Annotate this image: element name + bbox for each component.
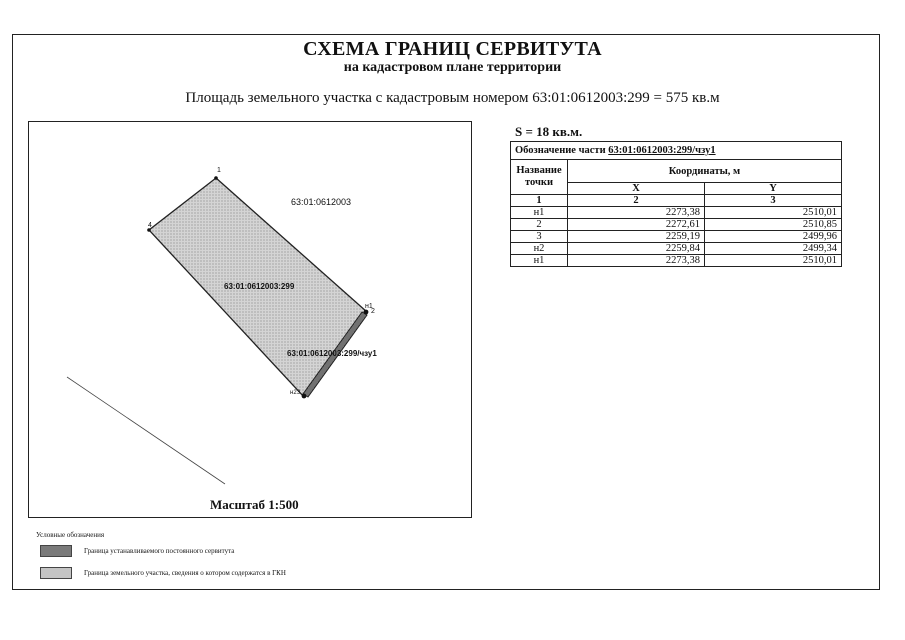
table-number-row bbox=[511, 195, 842, 207]
row-x: 2273,38 bbox=[568, 255, 705, 267]
row-point: н1 bbox=[511, 207, 568, 219]
parcel-area-line: Площадь земельного участка с кадастровым номером 63:01:0612003:299 = 575 кв.м bbox=[185, 90, 720, 106]
legend-swatch-servitude bbox=[40, 545, 72, 557]
servitude-label: 63:01:0612003:299/чзу1 bbox=[287, 349, 377, 358]
col-num-2: 2 bbox=[568, 195, 705, 207]
row-point: н2 bbox=[511, 243, 568, 255]
table-caption-row bbox=[511, 142, 842, 160]
cadastral-map bbox=[28, 121, 472, 518]
header-x: X bbox=[568, 183, 705, 195]
point-label-4: 4 bbox=[148, 222, 152, 229]
row-point: 2 bbox=[511, 219, 568, 231]
table-header-row bbox=[511, 160, 842, 183]
legend-title: Условные обозначения bbox=[36, 531, 105, 539]
vertex-n1 bbox=[364, 310, 369, 315]
table-row bbox=[511, 231, 842, 243]
page-subtitle: на кадастровом плане территории bbox=[343, 60, 562, 75]
vertex-n2 bbox=[302, 394, 307, 399]
header-y: Y bbox=[705, 183, 842, 195]
row-y: 2499,34 bbox=[705, 243, 842, 255]
map-scale: Масштаб 1:500 bbox=[210, 497, 299, 512]
row-point: 3 bbox=[511, 231, 568, 243]
coordinates-table bbox=[510, 141, 842, 267]
page-title: СХЕМА ГРАНИЦ СЕРВИТУТА bbox=[303, 38, 602, 60]
table-row bbox=[511, 207, 842, 219]
point-label-3: 3 bbox=[297, 390, 301, 396]
col-num-3: 3 bbox=[705, 195, 842, 207]
boundary-line bbox=[67, 377, 225, 484]
point-label-2: 2 bbox=[371, 308, 375, 315]
point-label-1: 1 bbox=[217, 167, 221, 174]
row-x: 2273,38 bbox=[568, 207, 705, 219]
row-y: 2510,85 bbox=[705, 219, 842, 231]
row-y: 2499,96 bbox=[705, 231, 842, 243]
part-id: 63:01:0612003:299/чзу1 bbox=[608, 145, 716, 156]
row-point: н1 bbox=[511, 255, 568, 267]
table-row bbox=[511, 219, 842, 231]
row-x: 2259,19 bbox=[568, 231, 705, 243]
table-row bbox=[511, 255, 842, 267]
row-y: 2510,01 bbox=[705, 207, 842, 219]
parcel-label: 63:01:0612003:299 bbox=[224, 282, 295, 291]
quarter-label: 63:01:0612003 bbox=[291, 197, 352, 207]
point-label-n2: н2 bbox=[290, 390, 297, 396]
map-drawing bbox=[29, 122, 473, 519]
col-num-1: 1 bbox=[511, 195, 568, 207]
header-point-name: Название точки bbox=[511, 160, 568, 195]
header-coords: Координаты, м bbox=[568, 160, 842, 183]
servitude-area: S = 18 кв.м. bbox=[515, 124, 583, 139]
part-prefix: Обозначение части bbox=[515, 145, 609, 156]
table-row bbox=[511, 243, 842, 255]
row-x: 2272,61 bbox=[568, 219, 705, 231]
point-label-n1: н1 bbox=[365, 303, 373, 310]
vertex-1 bbox=[214, 176, 218, 180]
row-x: 2259,84 bbox=[568, 243, 705, 255]
legend-swatch-parcel bbox=[40, 567, 72, 579]
legend-text-servitude: Граница устанавливаемого постоянного сервитута bbox=[84, 547, 235, 555]
legend-text-parcel: Граница земельного участка, сведения о котором содержатся в ГКН bbox=[84, 569, 286, 577]
row-y: 2510,01 bbox=[705, 255, 842, 267]
